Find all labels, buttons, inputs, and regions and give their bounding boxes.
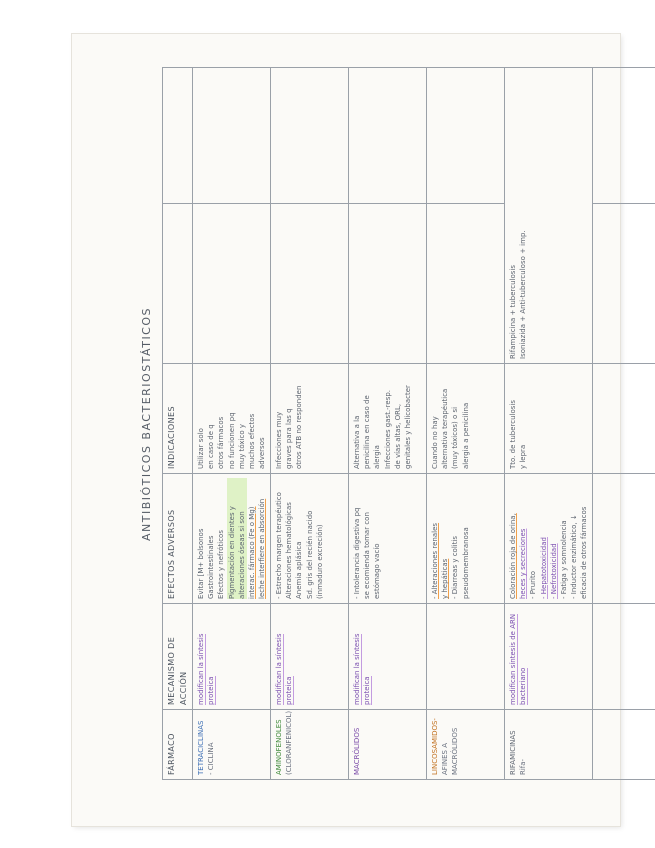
drug-cell: [349, 710, 427, 780]
mechanism-text: modifican síntesis de ARN bacteriano: [509, 613, 528, 705]
empty-cell: [593, 710, 655, 780]
effect-line: estómago vacío: [373, 543, 382, 599]
effect-line: Sd. gris del recién nacido: [305, 510, 314, 599]
table-row: [593, 68, 655, 780]
drug-name: TETRACICLINAS: [197, 720, 206, 775]
header-mecanismo: MECANISMO DE ACCIÓN: [163, 604, 193, 710]
indications-cell: [271, 364, 349, 474]
indications-cell: [505, 364, 593, 474]
effect-line: se ecomienda tomar con: [363, 512, 372, 599]
drug-cell: [427, 710, 505, 780]
notebook-sheet: [72, 34, 620, 826]
mechanism-text: modifican la síntesis proteica: [197, 633, 216, 705]
header-indicaciones: INDICACIONES: [163, 364, 193, 474]
effects-cell: [349, 474, 427, 604]
effect-line: Evitar [M+ bolsonos: [197, 528, 206, 599]
drug-name: MACRÓLIDOS: [353, 727, 362, 775]
effect-line: eficacia de otros fármacos: [580, 506, 589, 599]
effect-line: alteraciones óseas si son: [237, 478, 247, 599]
effects-cell: [427, 474, 505, 604]
effects-cell: [193, 474, 271, 604]
indication-line: adversos: [258, 437, 267, 469]
drug-subname: AFINES A MACRÓLIDOS: [441, 727, 460, 775]
indication-line: Tto. de tuberculosis: [509, 399, 518, 469]
table-row: [193, 68, 271, 780]
table-row: [427, 68, 505, 780]
header-efectos: EFECTOS ADVERSOS: [163, 474, 193, 604]
empty-cell: [593, 474, 655, 604]
effect-line: Anemia aplásica: [295, 541, 304, 599]
indication-line: otros ATB no responden: [295, 385, 304, 469]
indication-line: (muy tóxicos) o si: [451, 406, 460, 469]
empty-cell: [593, 204, 655, 364]
effect-line: y hepáticas: [441, 558, 450, 599]
extra-note-cell: [505, 68, 593, 364]
empty-cell: [271, 68, 349, 204]
empty-cell: [593, 604, 655, 710]
effect-line: heces y secreciones: [519, 528, 528, 599]
document-title: ANTIBIÓTICOS BACTERIOSTÁTICOS: [140, 306, 153, 542]
indication-line: alternativa terapéutica: [441, 388, 450, 469]
indication-line: graves para las q: [285, 408, 294, 469]
header-row: [163, 68, 193, 780]
extra-note-line: Isoniazida + Anti-tuberculoso + imp.: [519, 230, 528, 359]
indication-line: muchos efectos: [247, 413, 256, 469]
mechanism-text: modifican la síntesis proteica: [275, 633, 294, 705]
indication-line: en caso de q: [207, 424, 216, 469]
effect-line: Gastrointestinales: [207, 535, 216, 599]
header-farmaco: FÁRMACO: [163, 710, 193, 780]
effect-line: Alteraciones hematológicas: [285, 502, 294, 599]
antibiotics-table: [162, 67, 655, 780]
effect-line: - Inductor enzimático, ↓: [570, 514, 579, 599]
header-blank-1: [163, 204, 193, 364]
drug-subname: (CLORANFENICOL): [285, 710, 294, 775]
empty-cell: [349, 204, 427, 364]
empty-cell: [193, 204, 271, 364]
indication-line: genitales y helicobacter: [403, 385, 412, 469]
indication-line: alergia: [373, 445, 382, 469]
effect-line: Efectos y nefróticos: [217, 530, 226, 599]
effect-line: interac. fármaco (Fe o Mg): [247, 506, 256, 599]
table-row: [505, 68, 593, 780]
empty-cell: [349, 68, 427, 204]
table-row: [271, 68, 349, 780]
effect-line: - Nefrotoxicidad: [549, 543, 558, 599]
effect-line: - Estrecho margen terapéutico: [275, 492, 284, 599]
effect-line: - Fatiga y somnolencia: [559, 520, 568, 599]
empty-cell: [193, 68, 271, 204]
drug-name: RIFAMICINAS: [509, 730, 518, 775]
mechanism-text: modifican la síntesis proteica: [353, 633, 372, 705]
indication-line: Infecciones muy: [275, 411, 284, 469]
mechanism-cell: [271, 604, 349, 710]
indications-cell: [427, 364, 505, 474]
effects-cell: [271, 474, 349, 604]
effect-line: - Hepatotoxicidad: [539, 537, 548, 599]
indication-line: Alternativa a la: [353, 415, 362, 469]
effect-line: - Intolerancia digestiva pq: [353, 507, 362, 599]
effect-line: Pigmentación en dientes y: [227, 478, 237, 599]
effect-line: pseudomembranosa: [461, 527, 470, 599]
table-row: [349, 68, 427, 780]
rotated-content: [134, 68, 594, 780]
mechanism-cell: [505, 604, 593, 710]
mechanism-cell: [193, 604, 271, 710]
effect-line: (inmaduro excreción): [315, 524, 324, 599]
drug-cell: [505, 710, 593, 780]
extra-note-line: Rifampicina + tuberculosis: [509, 264, 518, 359]
indications-cell: [193, 364, 271, 474]
effect-line: leche interfiere en absorción: [258, 498, 267, 599]
effect-line: Coloración roja de orina,: [509, 513, 518, 599]
effect-line: - Alteraciones renales: [431, 522, 440, 599]
indications-cell: [349, 364, 427, 474]
empty-cell: [271, 204, 349, 364]
mechanism-cell: [427, 604, 505, 710]
indication-line: y lepra: [519, 444, 528, 469]
effect-line: - Prurito: [529, 570, 538, 599]
empty-cell: [427, 68, 505, 204]
empty-cell: [593, 68, 655, 204]
indication-line: Cuando no hay: [431, 416, 440, 469]
empty-cell: [593, 364, 655, 474]
indication-line: Infecciones gast.-resp.: [383, 389, 392, 469]
indication-line: otros fármacos: [217, 416, 226, 469]
drug-subname: Rifa-: [519, 758, 528, 775]
indication-line: alergia a penicilina: [461, 402, 470, 469]
drug-name: LINCOSAMIDOS-: [431, 718, 440, 775]
drug-cell: [271, 710, 349, 780]
drug-cell: [193, 710, 271, 780]
indication-line: Utilizar solo: [197, 428, 206, 469]
effect-line: - Diarreas y colitis: [451, 535, 460, 599]
mechanism-cell: [349, 604, 427, 710]
indication-line: no funcionen pq: [227, 412, 236, 469]
drug-subname: - CICLINA: [207, 742, 216, 775]
drug-name: AMINOFENOLES: [275, 719, 284, 775]
header-blank-2: [163, 68, 193, 204]
indication-line: penicilina en caso de: [363, 395, 372, 469]
indication-line: de vías altas, ORL,: [393, 403, 402, 469]
indication-line: muy tóxico y: [237, 423, 246, 469]
effects-cell: [505, 474, 593, 604]
empty-cell: [427, 204, 505, 364]
